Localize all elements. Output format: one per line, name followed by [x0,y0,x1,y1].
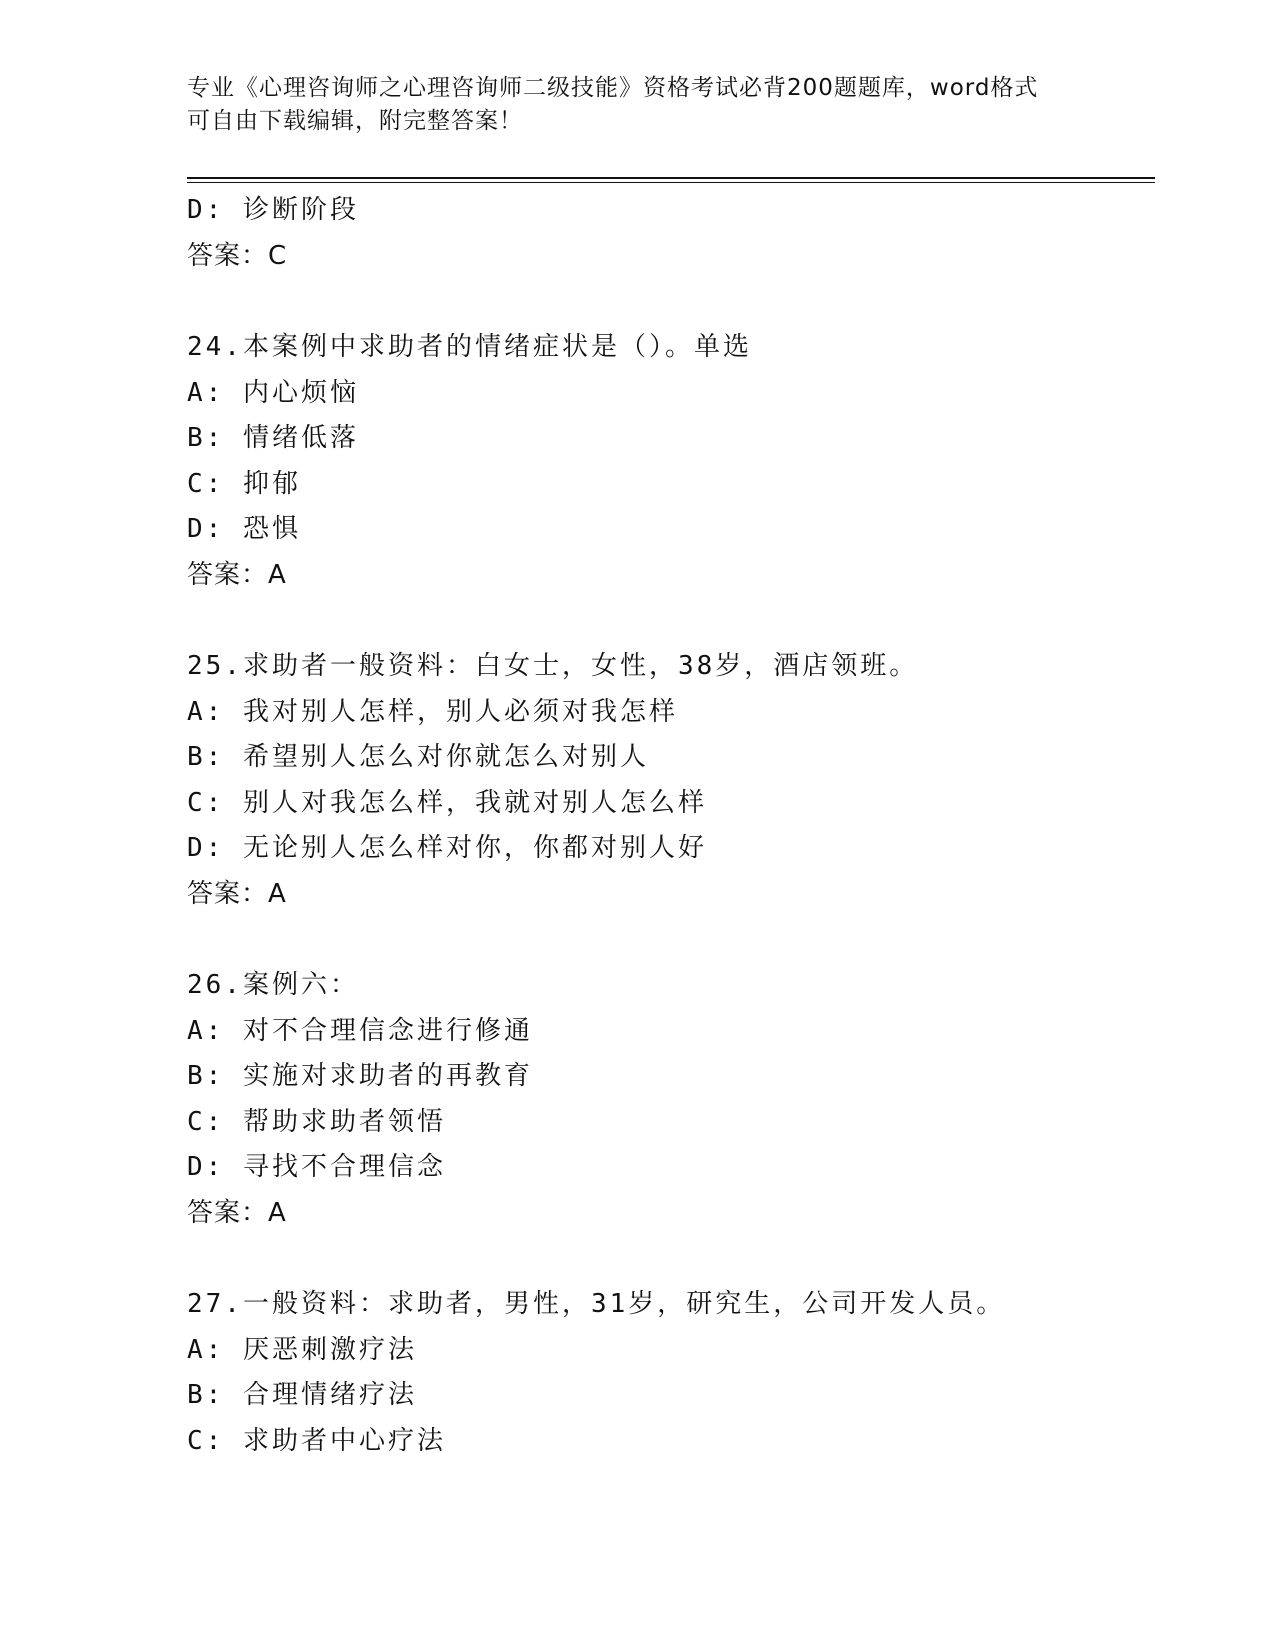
question-title: 26.案例六： [187,970,359,1000]
option-a: A: 我对别人怎样，别人必须对我怎样 [187,696,678,727]
option-d: D: 寻找不合理信念 [187,1152,446,1182]
option-b: B: 希望别人怎么对你就怎么对别人 [187,742,649,772]
document-header [187,72,1087,138]
option-c: C: 抑郁 [187,468,301,499]
answer-line: 答案：A [187,878,287,909]
answer-line: 答案：A [187,1197,287,1228]
option-c: C: 求助者中心疗法 [187,1425,446,1456]
option-b: B: 情绪低落 [187,423,359,453]
option-a: A: 对不合理信念进行修通 [187,1015,533,1046]
answer-line: 答案：C [187,240,288,271]
option-a: A: 厌恶刺激疗法 [187,1334,417,1365]
question-block-26 [187,963,1167,1236]
option-c: C: 别人对我怎么样，我就对别人怎么样 [187,787,707,818]
question-block-23-tail [187,188,1167,279]
option-c: C: 帮助求助者领悟 [187,1106,446,1137]
question-block-27 [187,1282,1167,1464]
option-b: B: 合理情绪疗法 [187,1380,417,1410]
answer-line: 答案：A [187,559,287,590]
option-d: D: 无论别人怎么样对你，你都对别人好 [187,833,707,863]
header-line-1: 专业《心理咨询师之心理咨询师二级技能》资格考试必背200题题库，word格式 [187,75,1039,101]
header-line-2: 可自由下载编辑，附完整答案！ [187,108,523,134]
question-title: 24.本案例中求助者的情绪症状是（）。单选 [187,332,752,362]
question-title: 25.求助者一般资料：白女士，女性，38岁，酒店领班。 [187,651,919,681]
header-divider-thin [187,182,1155,183]
question-block-24 [187,325,1167,598]
question-block-25 [187,644,1167,917]
header-divider [187,177,1155,179]
option-b: B: 实施对求助者的再教育 [187,1061,533,1091]
question-title: 27.一般资料：求助者，男性，31岁，研究生，公司开发人员。 [187,1289,1006,1319]
document-body [187,188,1167,1464]
option-d: D: 诊断阶段 [187,195,359,225]
option-a: A: 内心烦恼 [187,377,359,408]
option-d: D: 恐惧 [187,514,301,544]
